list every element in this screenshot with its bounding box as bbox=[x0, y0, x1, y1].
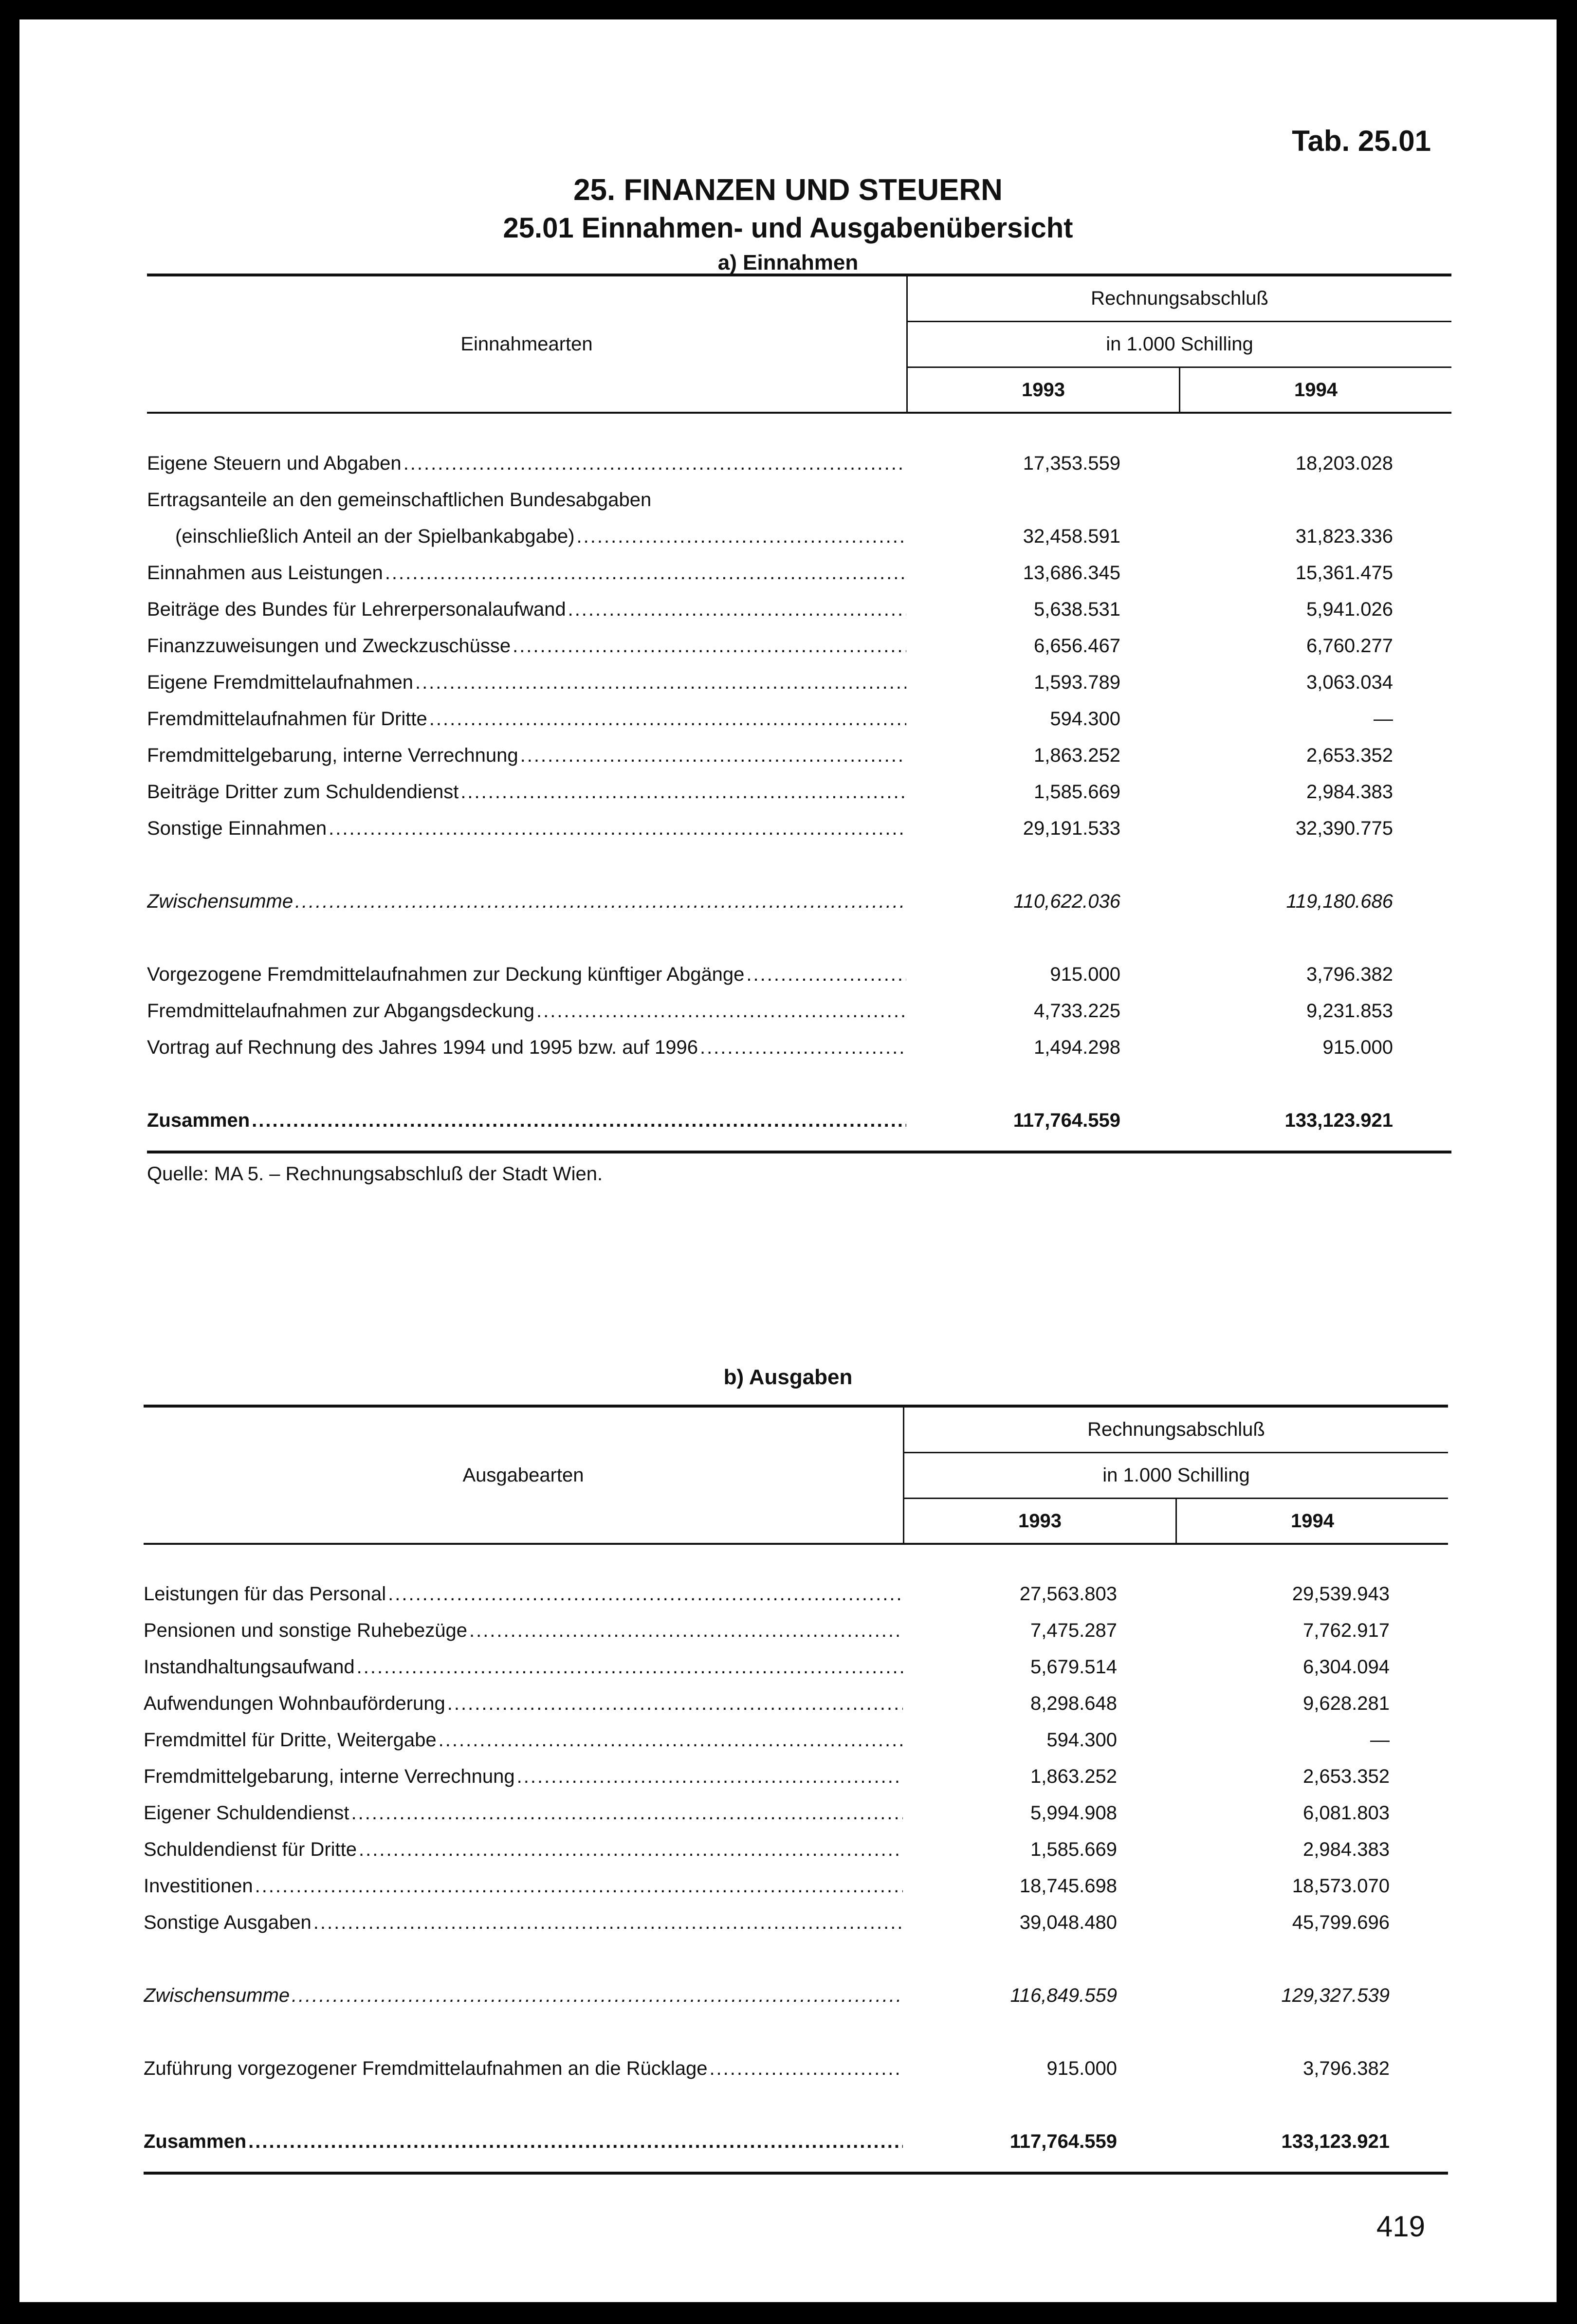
table-number: Tab. 25.01 bbox=[1292, 125, 1431, 157]
value-1993: 17,353.559 bbox=[1023, 453, 1120, 474]
row-label: Fremdmittelaufnahmen zur Abgangsdeckung bbox=[147, 1000, 535, 1022]
value-1993: 594.300 bbox=[1046, 1729, 1117, 1751]
row-label: Aufwendungen Wohnbauförderung bbox=[144, 1693, 445, 1714]
value-1993 bbox=[906, 482, 1120, 518]
value-1994: 3,796.382 bbox=[1303, 2058, 1390, 2079]
table-row bbox=[147, 628, 1451, 664]
value-1994: 2,653.352 bbox=[1303, 1766, 1390, 1787]
value-1993: 110,622.036 bbox=[1013, 891, 1120, 912]
value-1994: 18,573.070 bbox=[1292, 1875, 1390, 1897]
value-1994: 18,203.028 bbox=[1295, 453, 1393, 474]
row-label: Zwischensumme bbox=[147, 891, 293, 912]
row-label: Vorgezogene Fremdmittelaufnahmen zur Deckung künftiger Abgänge bbox=[147, 964, 745, 985]
table-row bbox=[144, 1831, 1448, 1868]
ausgaben-year-1994: 1994 bbox=[1291, 1510, 1334, 1532]
value-1993: 1,585.669 bbox=[1034, 781, 1120, 803]
value-1993: 29,191.533 bbox=[1023, 818, 1120, 839]
subtotal-row bbox=[144, 1977, 1448, 2014]
table-row bbox=[144, 1722, 1448, 1758]
einnahmen-column-label: Einnahmearten bbox=[460, 333, 593, 355]
table-row bbox=[147, 810, 1451, 847]
einnahmen-subtitle: a) Einnahmen bbox=[717, 251, 859, 274]
table-row bbox=[144, 1795, 1448, 1831]
value-1993: 8,298.648 bbox=[1030, 1693, 1117, 1714]
value-1993: 32,458.591 bbox=[1023, 526, 1120, 547]
total-row bbox=[144, 2123, 1448, 2160]
table-bottom-rule bbox=[147, 1151, 1451, 1153]
value-1994: 3,796.382 bbox=[1306, 964, 1393, 985]
row-label: Pensionen und sonstige Ruhebezüge bbox=[144, 1620, 467, 1641]
table-row bbox=[147, 1029, 1451, 1066]
row-label: Fremdmittelgebarung, interne Verrechnung bbox=[144, 1766, 515, 1787]
ausgaben-column-label: Ausgabearten bbox=[462, 1464, 584, 1486]
value-1994: 133,123.921 bbox=[1284, 1110, 1393, 1131]
value-1994: 5,941.026 bbox=[1306, 599, 1393, 620]
row-label: Zuführung vorgezogener Fremdmittelaufnahmen an die Rücklage bbox=[144, 2058, 708, 2079]
einnahmen-header-values bbox=[906, 276, 1451, 412]
row-label: Zusammen bbox=[144, 2131, 247, 2152]
value-1994: 15,361.475 bbox=[1295, 562, 1393, 584]
value-1993: 1,863.252 bbox=[1030, 1766, 1117, 1787]
value-1993: 6,656.467 bbox=[1034, 635, 1120, 657]
total-row bbox=[147, 1102, 1451, 1139]
table-row bbox=[144, 1612, 1448, 1649]
document-page bbox=[19, 19, 1557, 2302]
value-1994: — bbox=[1370, 1729, 1390, 1751]
value-1994 bbox=[1179, 482, 1393, 518]
table-row bbox=[144, 2050, 1448, 2087]
value-1993: 39,048.480 bbox=[1019, 1912, 1117, 1933]
value-1994: 2,984.383 bbox=[1303, 1839, 1390, 1860]
table-row bbox=[147, 774, 1451, 810]
row-label: Sonstige Ausgaben bbox=[144, 1912, 312, 1933]
value-1994: 29,539.943 bbox=[1292, 1583, 1390, 1605]
row-label: Instandhaltungsaufwand bbox=[144, 1656, 355, 1678]
value-1993: 117,764.559 bbox=[1009, 2131, 1117, 2152]
einnahmen-year-1993: 1993 bbox=[908, 368, 1180, 412]
table-row bbox=[147, 591, 1451, 628]
page-number: 419 bbox=[1376, 2210, 1425, 2243]
table-row bbox=[147, 737, 1451, 774]
table-row bbox=[147, 482, 1451, 518]
value-1993: 116,849.559 bbox=[1010, 1985, 1117, 2006]
row-label: Eigener Schuldendienst bbox=[144, 1802, 349, 1824]
table-row bbox=[144, 1576, 1448, 1612]
value-1994: 9,628.281 bbox=[1303, 1693, 1390, 1714]
table-row bbox=[147, 993, 1451, 1029]
row-label: Fremdmittel für Dritte, Weitergabe bbox=[144, 1729, 437, 1751]
table-row bbox=[144, 1904, 1448, 1941]
table-row bbox=[147, 555, 1451, 591]
table-row bbox=[144, 1868, 1448, 1904]
ausgaben-header-values bbox=[903, 1408, 1448, 1543]
row-label: Schuldendienst für Dritte bbox=[144, 1839, 357, 1860]
table-row bbox=[147, 956, 1451, 993]
einnahmen-year-1994: 1994 bbox=[1294, 379, 1338, 401]
value-1993: 13,686.345 bbox=[1023, 562, 1120, 584]
value-1994: 6,760.277 bbox=[1306, 635, 1393, 657]
value-1994: — bbox=[1374, 708, 1393, 730]
row-label: Fremdmittelgebarung, interne Verrechnung bbox=[147, 745, 518, 766]
row-label: Zusammen bbox=[147, 1110, 250, 1131]
table-row bbox=[144, 1649, 1448, 1685]
value-1994: 2,984.383 bbox=[1306, 781, 1393, 803]
value-1994: 7,762.917 bbox=[1303, 1620, 1390, 1641]
row-label: Eigene Steuern und Abgaben bbox=[147, 453, 402, 474]
value-1994: 6,304.094 bbox=[1303, 1656, 1390, 1678]
table-row bbox=[147, 701, 1451, 737]
value-1993: 5,679.514 bbox=[1030, 1656, 1117, 1678]
table-row bbox=[144, 1758, 1448, 1795]
ausgaben-year-1993: 1993 bbox=[904, 1499, 1177, 1543]
value-1994: 32,390.775 bbox=[1295, 818, 1393, 839]
einnahmen-header bbox=[147, 274, 1451, 414]
ausgaben-header bbox=[144, 1405, 1448, 1545]
ausgaben-group-label: Rechnungsabschluß bbox=[904, 1408, 1448, 1453]
row-label: Beiträge Dritter zum Schuldendienst bbox=[147, 781, 459, 803]
subtotal-row bbox=[147, 883, 1451, 920]
value-1993: 1,585.669 bbox=[1030, 1839, 1117, 1860]
value-1994: 2,653.352 bbox=[1306, 745, 1393, 766]
value-1994: 31,823.336 bbox=[1295, 526, 1393, 547]
value-1993: 915.000 bbox=[1046, 2058, 1117, 2079]
row-label: Finanzzuweisungen und Zweckzuschüsse bbox=[147, 635, 511, 657]
value-1994: 9,231.853 bbox=[1306, 1000, 1393, 1022]
value-1993: 27,563.803 bbox=[1019, 1583, 1117, 1605]
value-1993: 594.300 bbox=[1050, 708, 1120, 730]
table-row bbox=[147, 445, 1451, 482]
value-1993: 1,863.252 bbox=[1034, 745, 1120, 766]
value-1994: 6,081.803 bbox=[1303, 1802, 1390, 1824]
value-1994: 915.000 bbox=[1322, 1037, 1393, 1058]
row-label: Zwischensumme bbox=[144, 1985, 290, 2006]
row-label: Vortrag auf Rechnung des Jahres 1994 und 1995 bzw. auf 1996 bbox=[147, 1037, 698, 1058]
table-row bbox=[147, 664, 1451, 701]
row-label: Investitionen bbox=[144, 1875, 253, 1897]
value-1994: 45,799.696 bbox=[1292, 1912, 1390, 1933]
value-1993: 4,733.225 bbox=[1034, 1000, 1120, 1022]
value-1993: 5,994.908 bbox=[1030, 1802, 1117, 1824]
row-label: Beiträge des Bundes für Lehrerpersonalaufwand bbox=[147, 599, 566, 620]
einnahmen-unit-label: in 1.000 Schilling bbox=[908, 322, 1451, 368]
row-label: Ertragsanteile an den gemeinschaftlichen Bundesabgaben bbox=[147, 489, 652, 511]
value-1994: 133,123.921 bbox=[1281, 2131, 1390, 2152]
value-1993: 5,638.531 bbox=[1034, 599, 1120, 620]
table-row bbox=[147, 518, 1451, 555]
table-bottom-rule bbox=[144, 2172, 1448, 2175]
value-1994: 3,063.034 bbox=[1306, 672, 1393, 693]
value-1993: 1,593.789 bbox=[1034, 672, 1120, 693]
row-label: Leistungen für das Personal bbox=[144, 1583, 386, 1605]
row-label: Fremdmittelaufnahmen für Dritte bbox=[147, 708, 427, 730]
value-1993: 915.000 bbox=[1050, 964, 1120, 985]
value-1994: 129,327.539 bbox=[1281, 1985, 1390, 2006]
value-1993: 1,494.298 bbox=[1034, 1037, 1120, 1058]
row-label: Einnahmen aus Leistungen bbox=[147, 562, 383, 584]
einnahmen-group-label: Rechnungsabschluß bbox=[908, 276, 1451, 322]
row-label: Sonstige Einnahmen bbox=[147, 818, 327, 839]
ausgaben-subtitle: b) Ausgaben bbox=[723, 1365, 853, 1389]
source-note: Quelle: MA 5. – Rechnungsabschluß der Stadt Wien. bbox=[147, 1163, 603, 1185]
chapter-title: 25. FINANZEN UND STEUERN bbox=[573, 173, 1003, 207]
table-title: 25.01 Einnahmen- und Ausgabenübersicht bbox=[503, 212, 1073, 244]
value-1994: 119,180.686 bbox=[1286, 891, 1393, 912]
row-label: Eigene Fremdmittelaufnahmen bbox=[147, 672, 413, 693]
table-row bbox=[144, 1685, 1448, 1722]
ausgaben-unit-label: in 1.000 Schilling bbox=[904, 1453, 1448, 1499]
value-1993: 117,764.559 bbox=[1013, 1110, 1120, 1131]
ausgaben-table bbox=[144, 1405, 1448, 2183]
value-1993: 7,475.287 bbox=[1030, 1620, 1117, 1641]
value-1993: 18,745.698 bbox=[1019, 1875, 1117, 1897]
einnahmen-table bbox=[147, 274, 1451, 1189]
row-label: (einschließlich Anteil an der Spielbankabgabe) bbox=[175, 526, 575, 547]
